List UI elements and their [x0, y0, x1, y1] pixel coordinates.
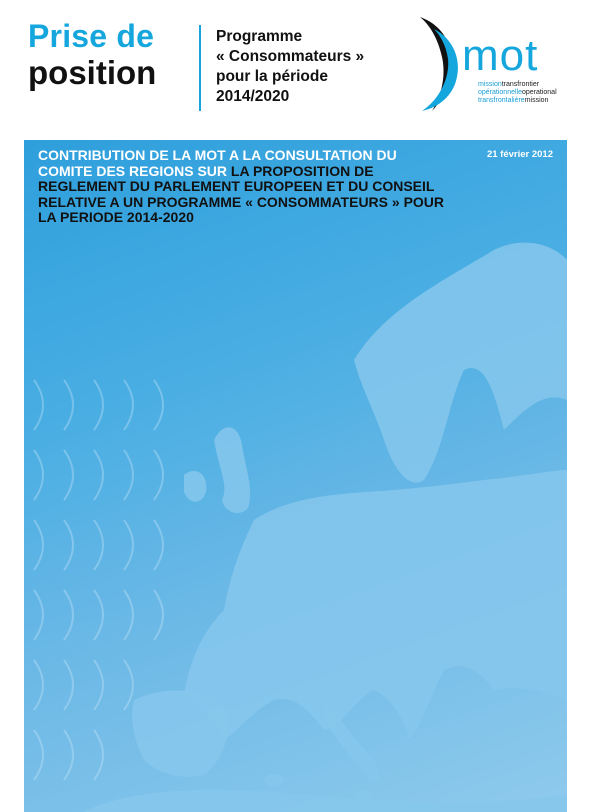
logo-tagline-1: missiontransfrontier — [478, 81, 540, 88]
cover-panel — [24, 140, 567, 812]
program-line: « Consommateurs » — [216, 48, 365, 65]
program-line: pour la période — [216, 68, 328, 85]
document-type-label — [28, 18, 188, 92]
label-line-1: Prise de — [28, 18, 155, 54]
title-part-white: CONTRIBUTION DE LA MOT A LA CONSULTATION DU COMITE DES REGIONS SUR — [38, 147, 397, 179]
publication-date: 21 février 2012 — [486, 149, 553, 160]
program-line: 2014/2020 — [216, 88, 290, 105]
logo-tagline-2: opérationnelleoperational — [478, 89, 557, 96]
label-line-2: position — [28, 54, 157, 91]
program-line: Programme — [216, 28, 303, 45]
europe-map-image — [24, 140, 567, 812]
title-part-black: LA PROPOSITION DE REGLEMENT DU PARLEMENT EUROPEEN ET DU CONSEIL RELATIVE A UN PROGRAMME « CONSOMMATEURS » POUR LA PERIODE 2014-2020 — [38, 162, 445, 225]
header-divider — [199, 25, 201, 111]
cover-title — [38, 148, 448, 226]
program-title — [216, 27, 406, 107]
logo-wordmark: mot — [462, 31, 539, 80]
logo-tagline-3: transfrontalièremission — [478, 97, 549, 104]
